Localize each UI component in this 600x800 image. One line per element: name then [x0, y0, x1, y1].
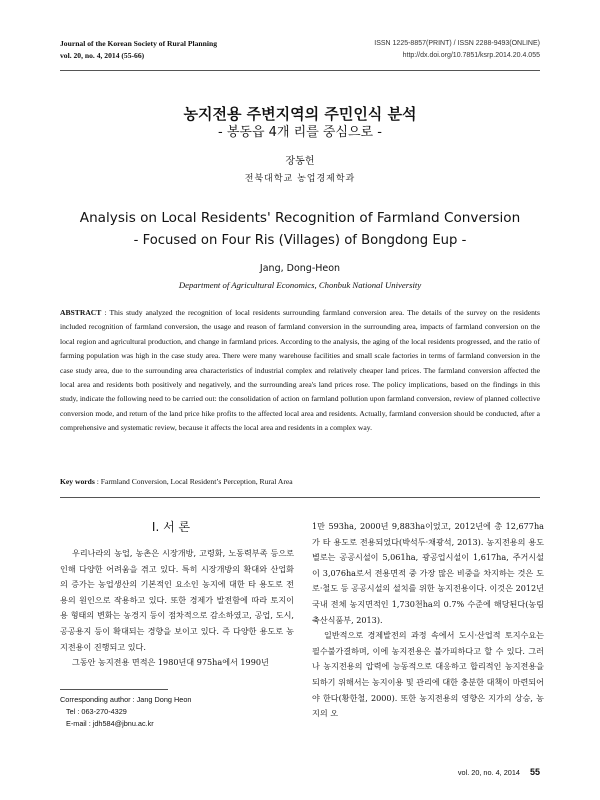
abstract-text: : This study analyzed the recognition of local residents surrounding farmland conversion area. The details of the survey on the residents included recognition of farmland conversion, the usage and reason of farmland conversion in the surrounding area, impacts of farmland conversion on the local region and agricultural production, and change in farmland prices. According to the analysis, the aging of the local residents progressed, and the ratio of farming population was high in the case study area. There were many warehouse facilities and small scale factories in terms of farmland conversion in the case study area, due to the surrounding area characteristics of industrial complex and relatively cheaper land prices. The farmland conversion affected the local area and residents both positively and negatively, and the surrounding area's land prices rose. The policy implications, based on the findings in this study, indicate the following need to be carried out: the consolidation of action on farmland pollution upon farmland conversion, review of planned collective conversion mode, and return of the land price hike profits to the affected local area and residents. Actually, farmland conversion should be conducted, after a comprehensive and systematic review, because it affects the local area and residents in a complex way. — [60, 308, 540, 433]
section-title: Ⅰ. 서 론 — [151, 520, 191, 534]
footnote-divider — [60, 689, 168, 690]
page-footer — [458, 766, 540, 779]
header-divider — [60, 70, 540, 71]
korean-author: 장동헌 — [285, 156, 315, 167]
keywords — [60, 476, 540, 488]
journal-header — [60, 38, 217, 62]
issn: ISSN 1225-8857(PRINT) / ISSN 2288-9493(ONLINE) — [374, 40, 540, 47]
keywords-divider — [60, 497, 540, 498]
page-number: 55 — [529, 767, 540, 777]
body-paragraph: 우리나라의 농업, 농촌은 시장개방, 고령화, 노동력부족 등으로 인해 다양한 어려움을 겪고 있다. 특히 시장개방의 확대와 산업화의 증가는 농업생산의 기본적인 요소인 농지에 대한 타 용도로 전용의 원인으로 작용하고 있다. 또한 경제가 발전함에 따라 토지이용 형태의 변화는 농경지 등이 점차적으로 감소하였고, 공업, 도시, 공공용지 등이 확대되는 경향을 보이고 있다. 즉 다양한 용도로 농지전용이 진행되고 있다. — [60, 548, 294, 652]
body-paragraph: 그동안 농지전용 면적은 1980년대 975ha에서 1990년 — [72, 657, 269, 668]
english-author: Jang, Dong-Heon — [259, 263, 341, 274]
abstract — [60, 306, 540, 436]
keywords-label: Key words — [60, 477, 95, 486]
keywords-text: : Farmland Conversion, Local Resident’s Perception, Rural Area — [96, 477, 293, 486]
corresponding-author-note — [60, 694, 300, 731]
corresponding-author: Corresponding author : Jang Dong Heon — [60, 695, 192, 704]
body-left-column — [60, 546, 294, 671]
footer-issue: vol. 20, no. 4, 2014 — [457, 768, 520, 777]
english-title: Analysis on Local Residents' Recognition of Farmland Conversion — [79, 210, 521, 226]
english-subtitle: - Focused on Four Ris (Villages) of Bongdong Eup - — [133, 233, 467, 248]
korean-affiliation: 전북대학교 농업경제학과 — [244, 174, 356, 184]
author-phone: Tel : 063-270-4329 — [66, 707, 127, 717]
english-affiliation: Department of Agricultural Economics, Chonbuk National University — [178, 280, 422, 290]
korean-subtitle: - 봉동읍 4개 리를 중심으로 - — [218, 125, 382, 140]
author-email[interactable]: E-mail : jdh584@jbnu.ac.kr — [66, 719, 154, 729]
body-paragraph: 1만 593ha, 2000년 9,883ha이었고, 2012년에 총 12,677ha가 타 용도로 전용되었다(박석두·채광석, 2013). 농지전용의 용도별로는 공공시설이 5,061ha, 광공업시설이 1,617ha, 주거시설이 3,076ha로서 전용면적 중 가장 많은 비중을 차지하는 것은 도로·철도 등 공공시설의 설치를 위한 농지전용이다. 이것은 2012년 국내 전체 농지면적인 1,730천ha의 0.7% 수준에 해당된다(농림축산식품부, 2013). — [312, 521, 544, 625]
journal-identifiers — [374, 38, 540, 62]
journal-volume: vol. 20, no. 4, 2014 (55-66) — [60, 51, 145, 60]
body-paragraph: 일반적으로 경제발전의 과정 속에서 도시·산업적 토지수요는 필수불가결하며, 이에 농지전용은 불가피하다고 할 수 있다. 그러나 농지전용의 압력에 능동적으로 대응하고 합리적인 농지전용을 되하기 위해서는 농지이용 및 관리에 대한 충분한 대책이 마련되어야 한다(황한철, 2000). 또한 농지전용의 영향은 지가의 상승, 농지의 오 — [312, 630, 544, 719]
korean-title: 농지전용 주변지역의 주민인식 분석 — [183, 105, 417, 123]
abstract-label: ABSTRACT — [60, 308, 102, 317]
body-right-column — [312, 519, 544, 722]
journal-name: Journal of the Korean Society of Rural Planning — [60, 39, 218, 48]
doi-link[interactable]: http://dx.doi.org/10.7851/ksrp.2014.20.4.055 — [402, 52, 540, 59]
